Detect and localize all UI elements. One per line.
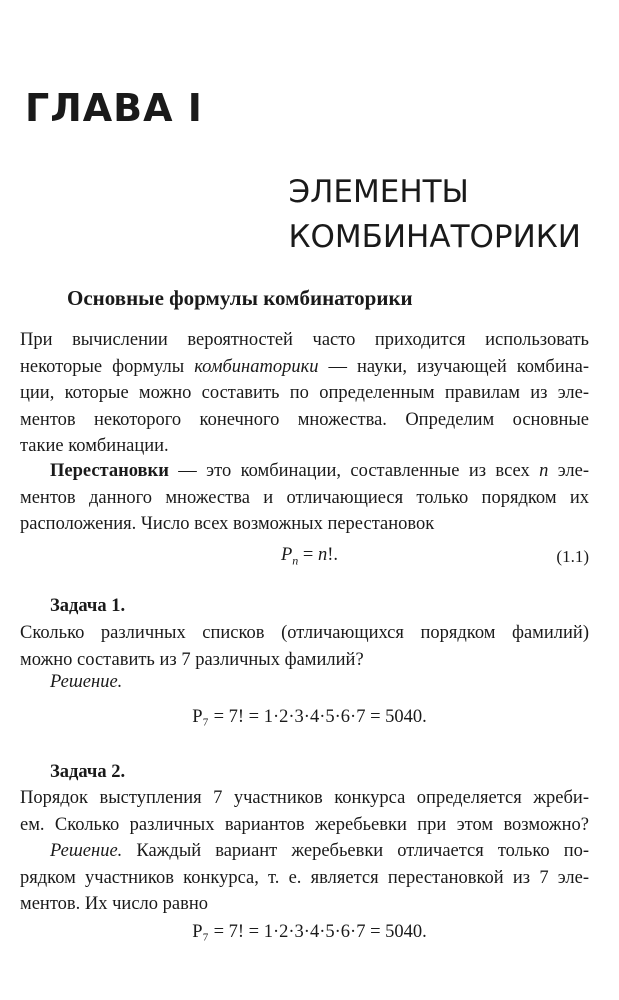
task-2-line-2: ем. Сколько различных вариантов жеребьевки при этом возможно? [20,814,589,835]
variable-n: n [539,461,549,481]
task-1-text [20,620,589,673]
permutations-line-1 [20,458,589,485]
formula-equals: = [298,545,318,565]
chapter-heading: ГЛАВА I [25,86,203,130]
chapter-title-line-1: ЭЛЕМЕНТЫ [288,174,469,210]
task-1-line-2: можно составить из 7 различных фамилий? [20,649,364,670]
task-2-text [20,785,589,918]
formula-subscript-n: n [292,553,299,568]
task-2-line-3-text: Каждый вариант жеребьевки отличается только по- [122,841,589,861]
intro-line-4: ментов некоторого конечного множества. Определим основные [20,409,589,430]
task-2-line-5: ментов. Их число равно [20,894,208,914]
chapter-title [288,170,581,260]
intro-line-1: При вычислении вероятностей часто приходится использовать [20,330,589,350]
task-2-line-1: Порядок выступления 7 участников конкурса определяется жреби- [20,788,589,808]
task-1-label: Задача 1. [50,596,126,616]
permutations-line-3: расположения. Число всех возможных перестановок [20,514,435,534]
permutations-line-2: ментов данного множества и отличающиеся только порядком их [20,487,589,508]
task-2-solution-label: Решение. [50,841,123,861]
formula-P: P [280,545,293,565]
formula-factorial: !. [327,545,339,565]
task-2-line-4: рядком участников конкурса, т. е. является перестановкой из 7 эле- [20,867,589,888]
intro-paragraph [20,327,589,460]
chapter-title-line-2: КОМБИНАТОРИКИ [288,219,581,255]
task-2-line-3 [20,838,589,865]
intro-line-2-text-a: некоторые формулы [20,356,195,377]
formula-permutations [0,545,619,569]
permutations-line-1-text-a: — это комбинации, составленные из всех [168,461,540,481]
task-1-formula: P₇ = 7! = 1·2·3·4·5·6·7 = 5040. [192,707,427,727]
task-2-formula: P₇ = 7! = 1·2·3·4·5·6·7 = 5040. [192,922,427,942]
term-permutations: Перестановки [50,461,169,481]
equation-number: (1.1) [556,547,589,566]
intro-line-5: такие комбинации. [20,436,169,456]
formula-n: n [317,545,328,565]
task-1-solution-label: Решение. [50,672,123,692]
intro-line-3: ции, которые можно составить по определенным правилам из эле- [20,383,589,403]
intro-line-2-text-b: — науки, изучающей комбина- [318,356,589,377]
task-1-line-1: Сколько различных списков (отличающихся порядком фамилий) [20,623,589,643]
intro-line-2 [20,354,589,381]
permutations-line-1-text-b: эле- [548,461,589,481]
task-2-label: Задача 2. [50,762,126,782]
permutations-paragraph [20,458,589,538]
section-heading: Основные формулы комбинаторики [67,286,413,310]
term-combinatorics: комбинаторики [194,356,319,377]
